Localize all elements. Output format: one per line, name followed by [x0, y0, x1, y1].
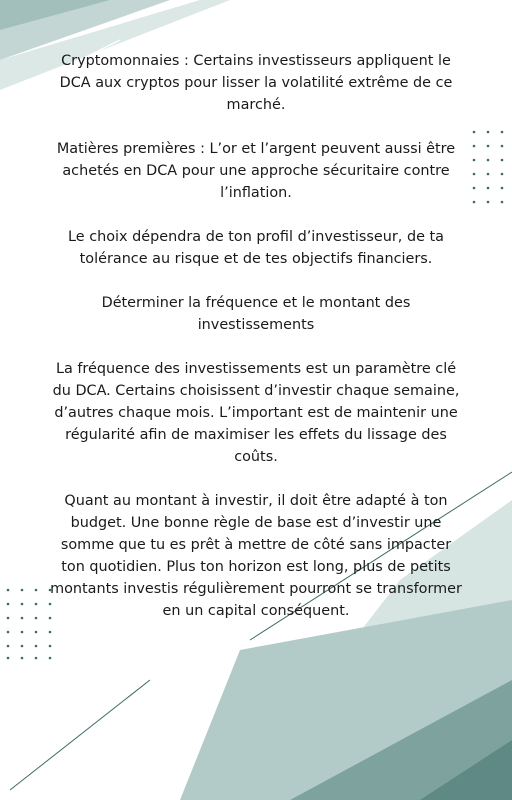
section-heading: Déterminer la fréquence et le montant des investissements — [101, 295, 411, 333]
document-body — [48, 50, 464, 644]
paragraph-matieres-premieres: Matières premières : L’or et l’argent peuvent aussi être achetés en DCA pour une approche sécuritaire contre l’inflation. — [56, 141, 456, 201]
dot-grid-right — [468, 126, 512, 210]
paragraph-montant: Quant au montant à investir, il doit être adapté à ton budget. Une bonne règle de base est d’investir une somme que tu es prêt à mettre de côté sans impacter ton quotidien. Plus ton horizon est long, plus de petits montants investis régulièrement pourront se transformer en un capital conséquent. — [50, 493, 462, 619]
paragraph-frequence: La fréquence des investissements est un paramètre clé du DCA. Certains choisissent d’investir chaque semaine, d’autres chaque mois. L’important est de maintenir une régularité afin de maximiser les effets du lissage des coûts. — [52, 361, 460, 465]
paragraph-choix: Le choix dépendra de ton profil d’investisseur, de ta tolérance au risque et de tes objectifs financiers. — [68, 229, 444, 267]
paragraph-cryptomonnaies: Cryptomonnaies : Certains investisseurs appliquent le DCA aux cryptos pour lisser la volatilité extrême de ce marché. — [59, 53, 453, 113]
corner-line-bottom-2 — [10, 680, 150, 790]
